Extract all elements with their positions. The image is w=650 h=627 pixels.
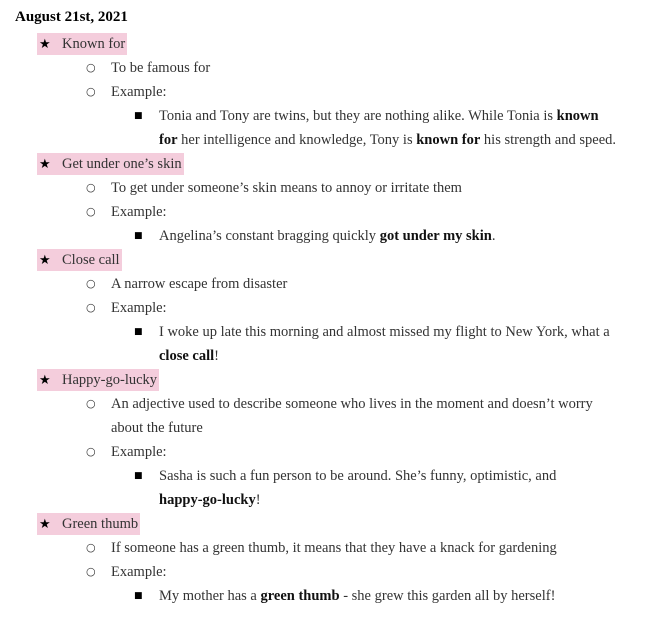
black-square-bullet-icon: ■ bbox=[134, 471, 143, 481]
hollow-circle-bullet-icon: ○ bbox=[86, 301, 96, 314]
example-text-line: Tonia and Tony are twins, but they are nothing alike. While Tonia is known bbox=[159, 108, 599, 124]
term-label: Known for bbox=[62, 36, 126, 52]
term-label: Get under one’s skin bbox=[62, 156, 182, 172]
hollow-circle-bullet-icon: ○ bbox=[86, 181, 96, 194]
black-square-bullet-icon: ■ bbox=[134, 111, 143, 121]
term-highlight bbox=[37, 153, 184, 175]
example-text-line: I woke up late this morning and almost missed my flight to New York, what a bbox=[159, 324, 610, 340]
emphasized-term: known for bbox=[416, 132, 481, 148]
black-star-icon: ★ bbox=[39, 157, 51, 172]
emphasized-term: close call bbox=[159, 348, 215, 364]
term-highlight bbox=[37, 33, 127, 55]
black-star-icon: ★ bbox=[39, 373, 51, 388]
emphasized-term: green thumb bbox=[260, 588, 340, 604]
example-label: Example: bbox=[111, 444, 167, 460]
hollow-circle-bullet-icon: ○ bbox=[86, 565, 96, 578]
example-label: Example: bbox=[111, 564, 167, 580]
definition-text: To get under someone’s skin means to annoy or irritate them bbox=[111, 180, 462, 196]
hollow-circle-bullet-icon: ○ bbox=[86, 61, 96, 74]
term-label: Happy-go-lucky bbox=[62, 372, 158, 388]
hollow-circle-bullet-icon: ○ bbox=[86, 445, 96, 458]
example-text-line: close call! bbox=[159, 348, 220, 364]
hollow-circle-bullet-icon: ○ bbox=[86, 205, 96, 218]
example-label: Example: bbox=[111, 84, 167, 100]
hollow-circle-bullet-icon: ○ bbox=[86, 541, 96, 554]
example-text-line: for her intelligence and knowledge, Tony is known for his strength and speed. bbox=[159, 132, 617, 148]
emphasized-term: for bbox=[159, 132, 178, 148]
example-text-line: My mother has a green thumb - she grew this garden all by herself! bbox=[159, 588, 556, 604]
term-highlight bbox=[37, 249, 122, 271]
hollow-circle-bullet-icon: ○ bbox=[86, 397, 96, 410]
term-highlight bbox=[37, 369, 159, 391]
term-label: Green thumb bbox=[62, 516, 139, 532]
definition-text: A narrow escape from disaster bbox=[111, 276, 288, 292]
hollow-circle-bullet-icon: ○ bbox=[86, 85, 96, 98]
definition-text: To be famous for bbox=[111, 60, 211, 76]
example-text-line: Sasha is such a fun person to be around. She’s funny, optimistic, and bbox=[159, 468, 557, 484]
definition-text: about the future bbox=[111, 420, 203, 436]
example-label: Example: bbox=[111, 204, 167, 220]
emphasized-term: happy-go-lucky bbox=[159, 492, 256, 508]
example-text-line: happy-go-lucky! bbox=[159, 492, 261, 508]
example-text-line: Angelina’s constant bragging quickly got under my skin. bbox=[159, 228, 496, 244]
black-square-bullet-icon: ■ bbox=[134, 591, 143, 601]
black-star-icon: ★ bbox=[39, 37, 51, 52]
definition-text: An adjective used to describe someone who lives in the moment and doesn’t worry bbox=[111, 396, 593, 412]
emphasized-term: got under my skin bbox=[379, 228, 492, 244]
black-star-icon: ★ bbox=[39, 253, 51, 268]
term-label: Close call bbox=[62, 252, 120, 268]
black-square-bullet-icon: ■ bbox=[134, 327, 143, 337]
black-square-bullet-icon: ■ bbox=[134, 231, 143, 241]
term-highlight bbox=[37, 513, 140, 535]
emphasized-term: known bbox=[556, 108, 599, 124]
black-star-icon: ★ bbox=[39, 517, 51, 532]
date-heading: August 21st, 2021 bbox=[15, 9, 128, 25]
hollow-circle-bullet-icon: ○ bbox=[86, 277, 96, 290]
definition-text: If someone has a green thumb, it means that they have a knack for gardening bbox=[111, 540, 557, 556]
example-label: Example: bbox=[111, 300, 167, 316]
